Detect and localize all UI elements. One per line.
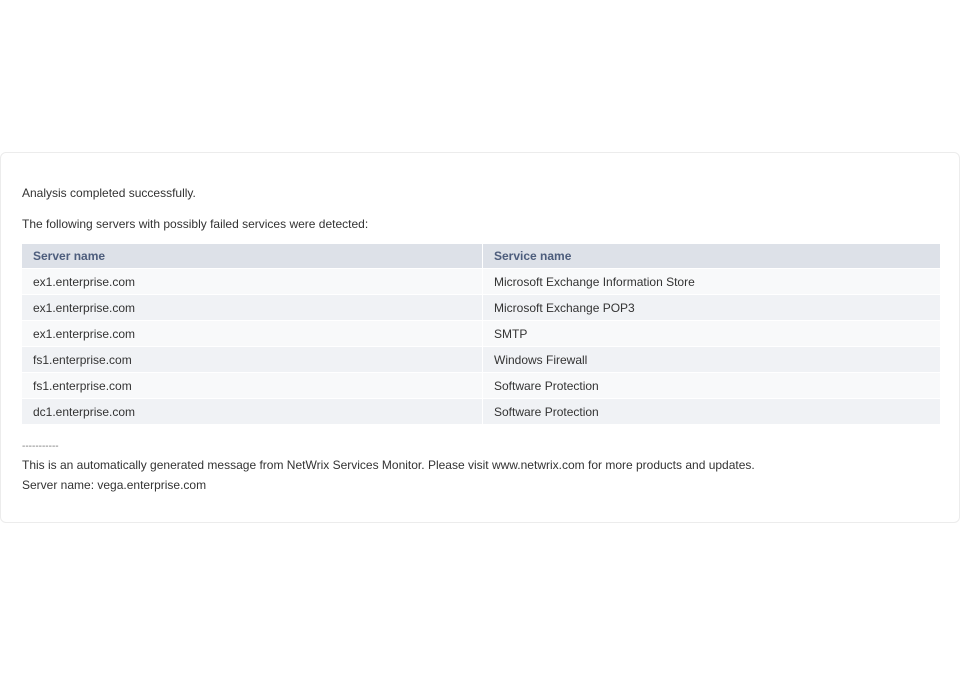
service-cell: Microsoft Exchange Information Store [483, 269, 941, 295]
service-cell: Microsoft Exchange POP3 [483, 295, 941, 321]
server-cell: ex1.enterprise.com [22, 295, 483, 321]
table-row [22, 269, 940, 295]
intro-text: The following servers with possibly failed services were detected: [22, 217, 369, 231]
footer-message: This is an automatically generated message from NetWrix Services Monitor. Please visit www.netwrix.com for more products and updates. [22, 458, 755, 472]
service-cell: Software Protection [483, 373, 941, 399]
server-cell: ex1.enterprise.com [22, 269, 483, 295]
server-cell: ex1.enterprise.com [22, 321, 483, 347]
status-text: Analysis completed successfully. [22, 186, 196, 200]
service-cell: SMTP [483, 321, 941, 347]
server-cell: fs1.enterprise.com [22, 347, 483, 373]
table-row [22, 321, 940, 347]
server-cell: dc1.enterprise.com [22, 399, 483, 425]
column-header-service: Service name [483, 244, 941, 269]
email-card [0, 152, 960, 523]
service-cell: Windows Firewall [483, 347, 941, 373]
table-row [22, 373, 940, 399]
failed-services-table [22, 244, 940, 424]
footer-server-name: Server name: vega.enterprise.com [22, 478, 207, 492]
table-row [22, 347, 940, 373]
table-row [22, 295, 940, 321]
table-row [22, 399, 940, 425]
footer-separator: ----------- [22, 441, 59, 452]
column-header-server: Server name [22, 244, 483, 269]
service-cell: Software Protection [483, 399, 941, 425]
server-cell: fs1.enterprise.com [22, 373, 483, 399]
